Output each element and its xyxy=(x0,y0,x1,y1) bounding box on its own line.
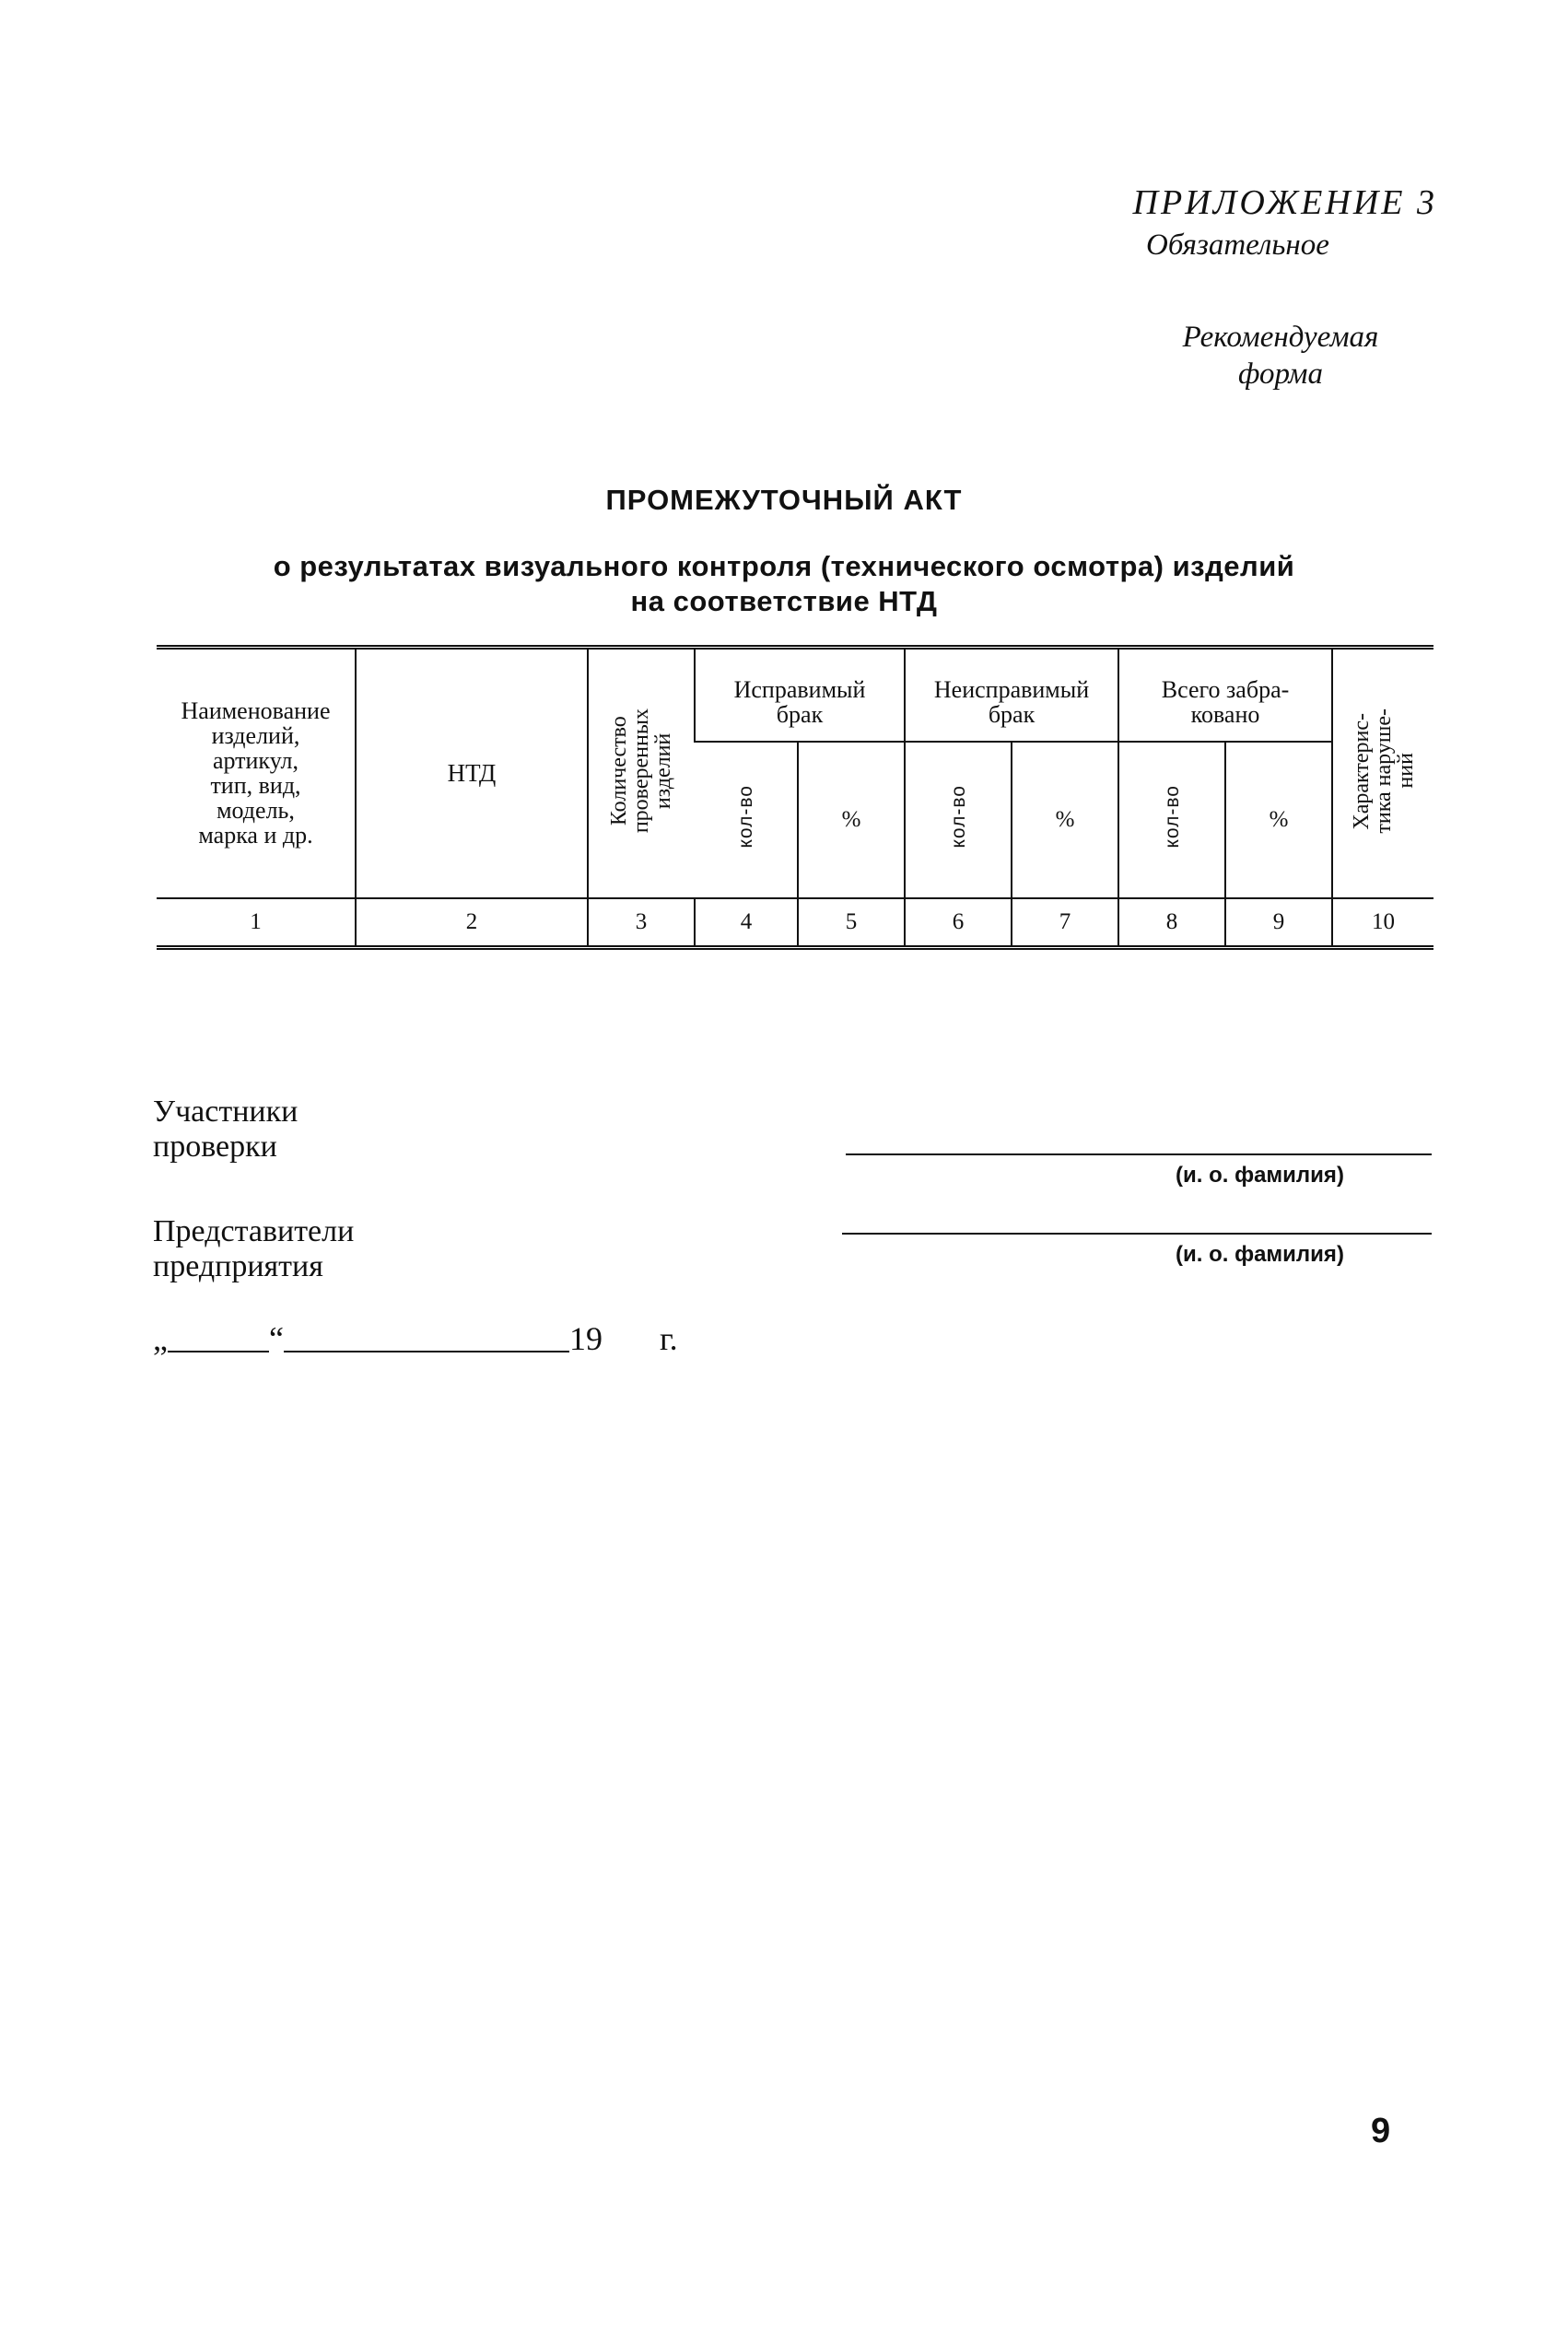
column-number: 7 xyxy=(1012,898,1118,948)
participants-label: Участники проверки xyxy=(153,1095,298,1164)
subheader-correctable-qty xyxy=(695,742,798,898)
column-number: 4 xyxy=(695,898,798,948)
column-number: 1 xyxy=(157,898,356,948)
header-group-total xyxy=(1118,648,1332,742)
participants-signature-line[interactable] xyxy=(846,1153,1432,1155)
column-number: 9 xyxy=(1225,898,1332,948)
column-number: 6 xyxy=(905,898,1012,948)
subheader-qty-text: кол-во xyxy=(1161,785,1183,849)
subheader-uncorrectable-qty xyxy=(905,742,1012,898)
recommended-form-note xyxy=(1124,319,1437,392)
header-product-name xyxy=(157,648,356,898)
representatives-label: Представители предприятия xyxy=(153,1214,355,1283)
header-characteristic-text: Характерис- тика наруше- ний xyxy=(1349,708,1418,834)
header-group-total-text: Всего забра- ковано xyxy=(1161,676,1290,728)
subheader-uncorrectable-percent xyxy=(1012,742,1118,898)
subheader-total-qty xyxy=(1118,742,1225,898)
header-product-name-text: Наименование изделий, артикул, тип, вид, модель, марка и др. xyxy=(181,697,331,849)
header-group-correctable-text: Исправимый брак xyxy=(733,676,866,728)
document-title: ПРОМЕЖУТОЧНЫЙ АКТ xyxy=(605,484,963,516)
recommended-line-2: форма xyxy=(1238,357,1323,391)
header-ntd-text: НТД xyxy=(447,758,497,787)
subheader-total-percent xyxy=(1225,742,1332,898)
subheader-qty-text: кол-во xyxy=(735,785,756,849)
subheader-correctable-percent xyxy=(798,742,905,898)
date-year-suffix: г. xyxy=(659,1320,678,1357)
date-open-quote: „ xyxy=(153,1320,168,1357)
column-number: 10 xyxy=(1332,898,1433,948)
header-quantity-text: Количество проверенных изделий xyxy=(607,708,675,834)
appendix-title: ПРИЛОЖЕНИЕ 3 xyxy=(1132,183,1437,222)
header-ntd xyxy=(356,648,588,898)
participants-caption: (и. о. фамилия) xyxy=(1176,1163,1344,1188)
subtitle-line-2: на соответствие НТД xyxy=(630,585,938,617)
recommended-line-1: Рекомендуемая xyxy=(1182,321,1379,354)
subheader-percent-text: % xyxy=(841,807,861,832)
header-quantity xyxy=(588,648,695,898)
header-group-uncorrectable xyxy=(905,648,1118,742)
page-number: 9 xyxy=(1371,2112,1391,2150)
date-line xyxy=(153,1319,678,1358)
representatives-caption: (и. о. фамилия) xyxy=(1176,1242,1344,1267)
subheader-percent-text: % xyxy=(1269,807,1289,832)
column-number: 8 xyxy=(1118,898,1225,948)
column-number: 3 xyxy=(588,898,695,948)
subtitle-line-1: о результатах визуального контроля (технического осмотра) изделий xyxy=(273,550,1295,582)
header-group-correctable xyxy=(695,648,905,742)
column-number-row xyxy=(157,898,1433,948)
date-day-field[interactable] xyxy=(168,1332,269,1352)
subheader-qty-text: кол-во xyxy=(947,785,969,849)
date-year-prefix: 19 xyxy=(568,1320,603,1357)
table-header-row-1 xyxy=(157,648,1433,742)
appendix-status: Обязательное xyxy=(1146,228,1329,262)
header-group-uncorrectable-text: Неисправимый брак xyxy=(933,676,1090,728)
column-number: 2 xyxy=(356,898,588,948)
representatives-signature-line[interactable] xyxy=(842,1233,1432,1235)
date-month-field[interactable] xyxy=(284,1332,569,1352)
column-number: 5 xyxy=(798,898,905,948)
date-close-quote: “ xyxy=(268,1320,284,1357)
subheader-percent-text: % xyxy=(1055,807,1075,832)
document-subtitle xyxy=(0,549,1568,619)
header-characteristic xyxy=(1332,648,1433,898)
inspection-form-table xyxy=(157,645,1433,950)
